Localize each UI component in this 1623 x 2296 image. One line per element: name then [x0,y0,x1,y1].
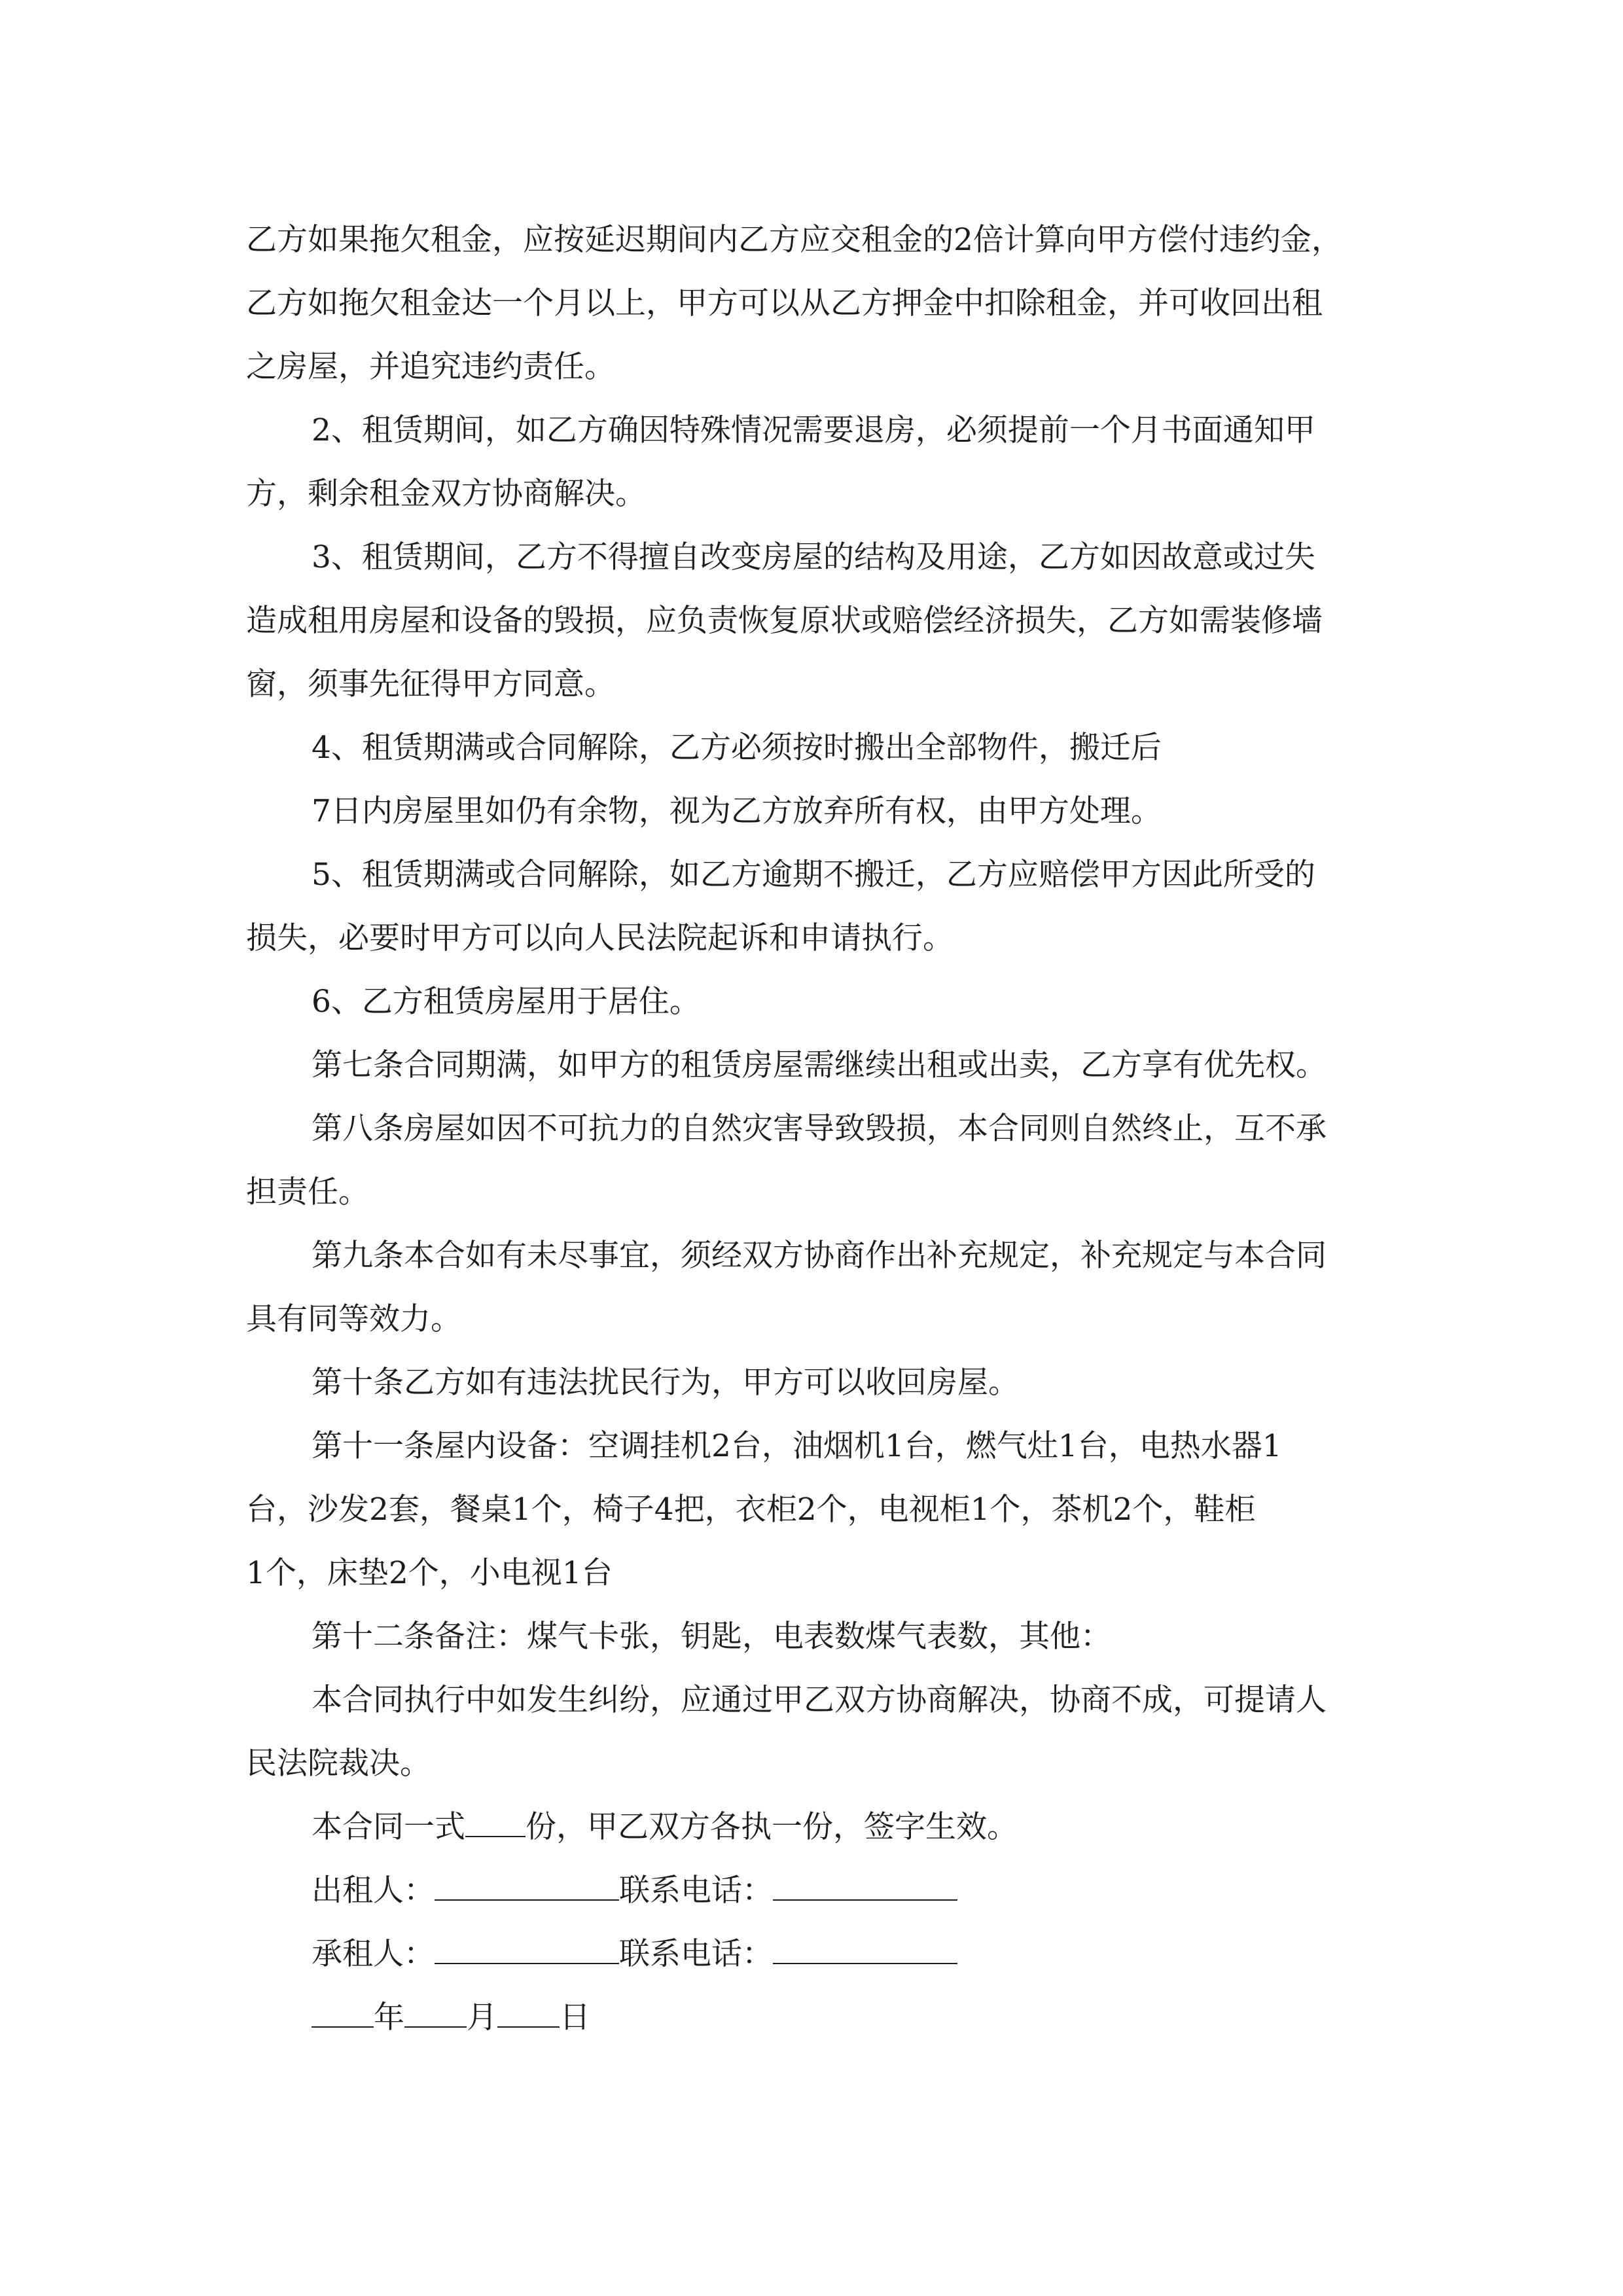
paragraph-line: 第九条本合如有未尽事宜，须经双方协商作出补充规定，补充规定与本合同 [312,1238,1327,1274]
contract-body [246,208,1404,2049]
day-blank [497,1987,560,2028]
paragraph-line: 2、租赁期间，如乙方确因特殊情况需要退房，必须提前一个月书面通知甲 [312,412,1315,448]
lessee-phone-blank [773,1924,957,1964]
copies-suffix: 份，甲乙双方各执一份，签字生效。 [526,1809,1018,1845]
paragraph-line: 4、租赁期满或合同解除，乙方必须按时搬出全部物件，搬迁后 [312,730,1162,766]
lessor-label: 出租人： [312,1873,435,1909]
paragraph-line: 民法院裁决。 [246,1746,431,1782]
copies-line [246,1795,1404,1859]
copies-count-blank [465,1797,526,1837]
paragraph-line: 造成租用房屋和设备的毁损，应负责恢复原状或赔偿经济损失，乙方如需装修墙 [246,603,1323,639]
year-label: 年 [374,2000,404,2036]
lessor-phone-blank [773,1860,957,1901]
day-label: 日 [560,2000,590,2036]
paragraph-line: 之房屋，并追究违约责任。 [246,349,615,385]
paragraph-line: 5、租赁期满或合同解除，如乙方逾期不搬迁，乙方应赔偿甲方因此所受的 [312,857,1315,893]
paragraph-line: 第七条合同期满，如甲方的租赁房屋需继续出租或出卖，乙方享有优先权。 [312,1047,1327,1083]
paragraph-line: 乙方如果拖欠租金，应按延迟期间内乙方应交租金的2倍计算向甲方偿付违约金， [246,222,1342,258]
lessee-phone-label: 联系电话： [619,1936,773,1972]
lessee-label: 承租人： [312,1936,435,1972]
paragraph-line: 第十二条备注：煤气卡张，钥匙，电表数煤气表数，其他： [312,1619,1111,1655]
paragraph-line: 7日内房屋里如仍有余物，视为乙方放弃所有权，由甲方处理。 [312,793,1162,829]
paragraph-line: 3、租赁期间，乙方不得擅自改变房屋的结构及用途，乙方如因故意或过失 [312,539,1315,575]
contract-clauses [246,208,1404,1795]
lessor-phone-label: 联系电话： [619,1873,773,1909]
paragraph-line: 本合同执行中如发生纠纷，应通过甲乙双方协商解决，协商不成，可提请人 [312,1682,1327,1718]
paragraph-line: 台，沙发2套，餐桌1个，椅子4把，衣柜2个，电视柜1个，茶机2个，鞋柜 [246,1492,1256,1528]
lessor-name-blank [435,1860,619,1901]
paragraph-line: 损失，必要时甲方可以向人民法院起诉和申请执行。 [246,920,954,956]
paragraph-line: 窗，须事先征得甲方同意。 [246,666,615,702]
date-line [246,1986,1404,2049]
paragraph-line: 具有同等效力。 [246,1301,461,1337]
paragraph-line: 方，剩余租金双方协商解决。 [246,476,646,512]
year-blank [312,1987,374,2028]
month-blank [404,1987,467,2028]
paragraph-line: 1个，床垫2个，小电视1台 [246,1555,613,1591]
paragraph-line: 第八条房屋如因不可抗力的自然灾害导致毁损，本合同则自然终止，互不承 [312,1111,1327,1147]
month-label: 月 [467,2000,497,2036]
paragraph-line: 担责任。 [246,1174,369,1210]
paragraph-line: 乙方如拖欠租金达一个月以上，甲方可以从乙方押金中扣除租金，并可收回出租 [246,285,1323,321]
lessee-signature-line [246,1922,1404,1986]
paragraph-line: 6、乙方租赁房屋用于居住。 [312,984,700,1020]
copies-prefix: 本合同一式 [312,1809,465,1845]
lessor-signature-line [246,1859,1404,1922]
paragraph-line: 第十条乙方如有违法扰民行为，甲方可以收回房屋。 [312,1365,1019,1401]
lessee-name-blank [435,1924,619,1964]
paragraph-line: 第十一条屋内设备：空调挂机2台，油烟机1台，燃气灶1台，电热水器1 [312,1428,1282,1464]
